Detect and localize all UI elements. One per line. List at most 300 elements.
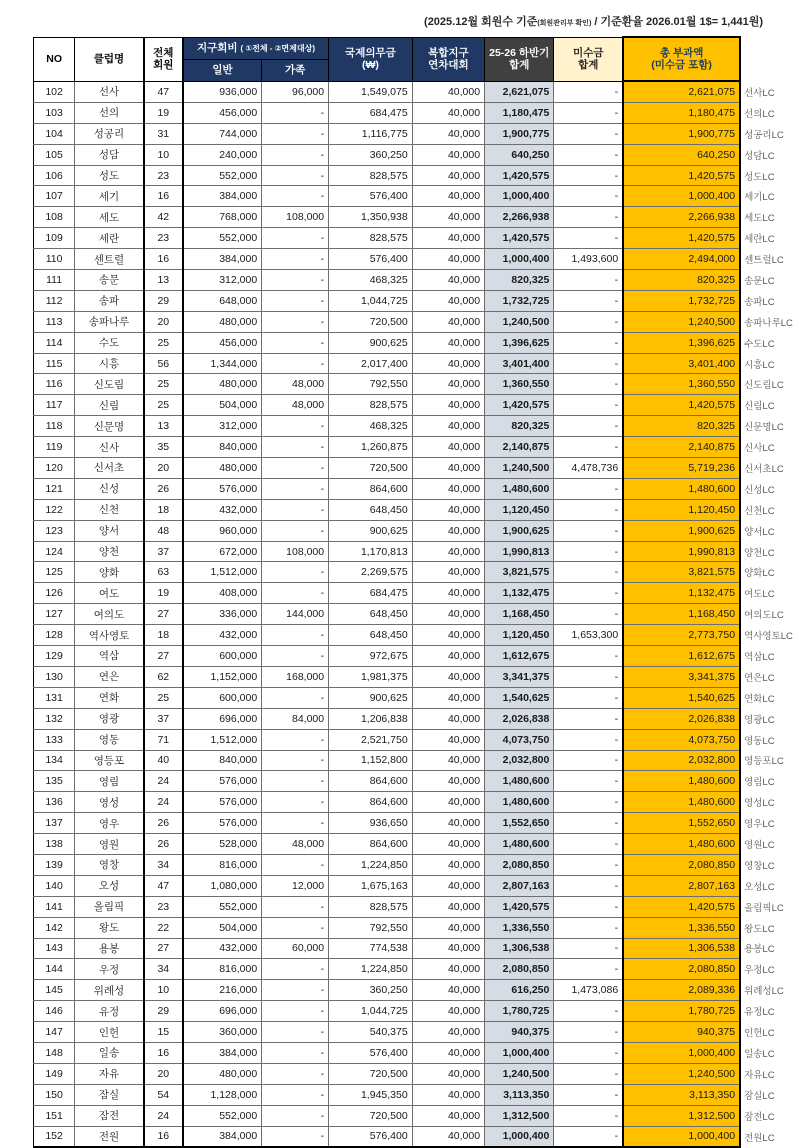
fee-general: 360,000 bbox=[183, 1022, 262, 1043]
intl-due: 1,152,800 bbox=[329, 750, 413, 771]
club-label: 신문명LC bbox=[740, 416, 793, 437]
grand-total: 2,140,875 bbox=[623, 437, 740, 458]
club-label: 왕도LC bbox=[740, 917, 793, 938]
report-subtitle bbox=[424, 13, 763, 29]
club-label: 역사영토LC bbox=[740, 625, 793, 646]
row-no: 114 bbox=[34, 332, 75, 353]
half-year-total: 1,240,500 bbox=[485, 1063, 554, 1084]
receivable-total: - bbox=[554, 729, 623, 750]
member-count: 26 bbox=[144, 813, 183, 834]
row-no: 132 bbox=[34, 708, 75, 729]
member-count: 18 bbox=[144, 499, 183, 520]
intl-due: 684,475 bbox=[329, 583, 413, 604]
convention-fee: 40,000 bbox=[412, 959, 484, 980]
receivable-total: - bbox=[554, 499, 623, 520]
table-row bbox=[34, 708, 793, 729]
row-no: 107 bbox=[34, 186, 75, 207]
fee-family: 12,000 bbox=[262, 875, 329, 896]
convention-fee: 40,000 bbox=[412, 625, 484, 646]
receivable-line1: 미수금 bbox=[554, 47, 622, 59]
club-label: 양천LC bbox=[740, 541, 793, 562]
fee-general: 384,000 bbox=[183, 1042, 262, 1063]
convention-fee: 40,000 bbox=[412, 771, 484, 792]
fee-family: - bbox=[262, 792, 329, 813]
member-count: 27 bbox=[144, 604, 183, 625]
grand-total: 2,080,850 bbox=[623, 854, 740, 875]
convention-line1: 복합지구 bbox=[413, 47, 484, 59]
intl-due: 576,400 bbox=[329, 1042, 413, 1063]
row-no: 134 bbox=[34, 750, 75, 771]
table-row bbox=[34, 1063, 793, 1084]
club-name: 유정 bbox=[75, 1001, 144, 1022]
grand-total: 2,089,336 bbox=[623, 980, 740, 1001]
half-year-total: 1,420,575 bbox=[485, 165, 554, 186]
row-no: 148 bbox=[34, 1042, 75, 1063]
receivable-total: - bbox=[554, 520, 623, 541]
club-label: 성담LC bbox=[740, 144, 793, 165]
club-name: 선의 bbox=[75, 102, 144, 123]
col-header-receivable bbox=[554, 37, 623, 81]
fee-family: 60,000 bbox=[262, 938, 329, 959]
member-count: 13 bbox=[144, 416, 183, 437]
club-label: 영등포LC bbox=[740, 750, 793, 771]
half-year-total: 4,073,750 bbox=[485, 729, 554, 750]
convention-fee: 40,000 bbox=[412, 729, 484, 750]
receivable-total: - bbox=[554, 102, 623, 123]
convention-fee: 40,000 bbox=[412, 687, 484, 708]
table-row bbox=[34, 646, 793, 667]
convention-fee: 40,000 bbox=[412, 1126, 484, 1147]
intl-due: 1,206,838 bbox=[329, 708, 413, 729]
row-no: 131 bbox=[34, 687, 75, 708]
half-year-total: 1,480,600 bbox=[485, 834, 554, 855]
fee-family: - bbox=[262, 332, 329, 353]
table-row bbox=[34, 917, 793, 938]
club-label: 일송LC bbox=[740, 1042, 793, 1063]
table-row bbox=[34, 771, 793, 792]
fee-family: - bbox=[262, 144, 329, 165]
convention-fee: 40,000 bbox=[412, 604, 484, 625]
club-name: 여도 bbox=[75, 583, 144, 604]
grand-total: 1,120,450 bbox=[623, 499, 740, 520]
member-count: 31 bbox=[144, 123, 183, 144]
receivable-total: - bbox=[554, 583, 623, 604]
half-year-total: 1,306,538 bbox=[485, 938, 554, 959]
convention-fee: 40,000 bbox=[412, 374, 484, 395]
half-year-total: 616,250 bbox=[485, 980, 554, 1001]
half-year-total: 1,900,625 bbox=[485, 520, 554, 541]
grand-total: 2,621,075 bbox=[623, 81, 740, 102]
intl-due: 972,675 bbox=[329, 646, 413, 667]
intl-due: 864,600 bbox=[329, 834, 413, 855]
intl-due: 792,550 bbox=[329, 374, 413, 395]
member-count: 10 bbox=[144, 144, 183, 165]
grand-total: 1,312,500 bbox=[623, 1105, 740, 1126]
table-row bbox=[34, 520, 793, 541]
grand-total: 1,168,450 bbox=[623, 604, 740, 625]
fee-general: 768,000 bbox=[183, 207, 262, 228]
half-year-total: 1,900,775 bbox=[485, 123, 554, 144]
club-name: 영등포 bbox=[75, 750, 144, 771]
club-name: 시흥 bbox=[75, 353, 144, 374]
intl-due: 1,350,938 bbox=[329, 207, 413, 228]
member-count: 34 bbox=[144, 959, 183, 980]
fee-general: 384,000 bbox=[183, 249, 262, 270]
grand-total: 2,080,850 bbox=[623, 959, 740, 980]
convention-fee: 40,000 bbox=[412, 792, 484, 813]
row-no: 110 bbox=[34, 249, 75, 270]
intl-due: 720,500 bbox=[329, 1063, 413, 1084]
col-header-members-line2: 회원 bbox=[145, 59, 182, 71]
half-year-total: 1,000,400 bbox=[485, 249, 554, 270]
receivable-total: - bbox=[554, 1126, 623, 1147]
table-row bbox=[34, 1022, 793, 1043]
intl-due: 1,260,875 bbox=[329, 437, 413, 458]
col-header-grand-total bbox=[623, 37, 740, 81]
fee-family: - bbox=[262, 750, 329, 771]
row-no: 152 bbox=[34, 1126, 75, 1147]
grand-total: 1,420,575 bbox=[623, 228, 740, 249]
club-label: 양화LC bbox=[740, 562, 793, 583]
grand-total: 1,900,625 bbox=[623, 520, 740, 541]
member-count: 54 bbox=[144, 1084, 183, 1105]
intl-due: 1,116,775 bbox=[329, 123, 413, 144]
club-label: 세란LC bbox=[740, 228, 793, 249]
grand-total: 1,000,400 bbox=[623, 1042, 740, 1063]
receivable-total: - bbox=[554, 165, 623, 186]
convention-fee: 40,000 bbox=[412, 750, 484, 771]
intl-due: 1,675,163 bbox=[329, 875, 413, 896]
grand-total: 1,480,600 bbox=[623, 792, 740, 813]
club-name: 신도림 bbox=[75, 374, 144, 395]
fee-family: - bbox=[262, 583, 329, 604]
half-year-total: 3,113,350 bbox=[485, 1084, 554, 1105]
member-count: 23 bbox=[144, 896, 183, 917]
fee-general: 504,000 bbox=[183, 395, 262, 416]
fee-general: 552,000 bbox=[183, 1105, 262, 1126]
club-label: 오성LC bbox=[740, 875, 793, 896]
grand-total: 1,180,475 bbox=[623, 102, 740, 123]
half-year-total: 1,000,400 bbox=[485, 1126, 554, 1147]
fee-family: - bbox=[262, 165, 329, 186]
row-no: 108 bbox=[34, 207, 75, 228]
club-label: 신도림LC bbox=[740, 374, 793, 395]
club-name: 성담 bbox=[75, 144, 144, 165]
fee-general: 672,000 bbox=[183, 541, 262, 562]
member-count: 56 bbox=[144, 353, 183, 374]
grand-total: 2,026,838 bbox=[623, 708, 740, 729]
table-row bbox=[34, 144, 793, 165]
fee-general: 216,000 bbox=[183, 980, 262, 1001]
intl-due: 1,981,375 bbox=[329, 666, 413, 687]
convention-fee: 40,000 bbox=[412, 896, 484, 917]
intl-due: 360,250 bbox=[329, 980, 413, 1001]
header-spacer bbox=[740, 37, 793, 81]
fee-family: - bbox=[262, 249, 329, 270]
club-name: 센트럴 bbox=[75, 249, 144, 270]
table-row bbox=[34, 1105, 793, 1126]
grand-total: 1,480,600 bbox=[623, 834, 740, 855]
intl-due: 774,538 bbox=[329, 938, 413, 959]
grand-total: 4,073,750 bbox=[623, 729, 740, 750]
col-header-members bbox=[144, 37, 183, 81]
member-count: 37 bbox=[144, 541, 183, 562]
receivable-total: - bbox=[554, 854, 623, 875]
fee-family: - bbox=[262, 1105, 329, 1126]
club-name: 선사 bbox=[75, 81, 144, 102]
half-year-total: 1,120,450 bbox=[485, 499, 554, 520]
fee-family: - bbox=[262, 1001, 329, 1022]
receivable-total: - bbox=[554, 834, 623, 855]
receivable-total: - bbox=[554, 186, 623, 207]
table-row bbox=[34, 123, 793, 144]
club-label: 신성LC bbox=[740, 478, 793, 499]
convention-fee: 40,000 bbox=[412, 1001, 484, 1022]
intl-due: 576,400 bbox=[329, 249, 413, 270]
intl-due: 2,521,750 bbox=[329, 729, 413, 750]
fee-general: 576,000 bbox=[183, 771, 262, 792]
club-label: 세기LC bbox=[740, 186, 793, 207]
intl-due: 540,375 bbox=[329, 1022, 413, 1043]
member-count: 16 bbox=[144, 1126, 183, 1147]
district-fee-note: ( ①전체 - ②면제대상) bbox=[240, 44, 315, 53]
grand-total: 1,540,625 bbox=[623, 687, 740, 708]
member-count: 10 bbox=[144, 980, 183, 1001]
member-count: 18 bbox=[144, 625, 183, 646]
row-no: 142 bbox=[34, 917, 75, 938]
intl-due: 1,549,075 bbox=[329, 81, 413, 102]
receivable-total: - bbox=[554, 228, 623, 249]
row-no: 123 bbox=[34, 520, 75, 541]
row-no: 138 bbox=[34, 834, 75, 855]
fee-general: 648,000 bbox=[183, 290, 262, 311]
fee-family: - bbox=[262, 980, 329, 1001]
club-name: 신성 bbox=[75, 478, 144, 499]
fee-family: 96,000 bbox=[262, 81, 329, 102]
intl-due: 468,325 bbox=[329, 270, 413, 291]
fee-family: - bbox=[262, 771, 329, 792]
fee-family: 48,000 bbox=[262, 374, 329, 395]
col-header-members-line1: 전체 bbox=[145, 47, 182, 59]
row-no: 144 bbox=[34, 959, 75, 980]
table-row bbox=[34, 750, 793, 771]
club-label: 영광LC bbox=[740, 708, 793, 729]
convention-fee: 40,000 bbox=[412, 270, 484, 291]
fee-general: 432,000 bbox=[183, 625, 262, 646]
convention-fee: 40,000 bbox=[412, 1105, 484, 1126]
half-year-total: 1,120,450 bbox=[485, 625, 554, 646]
club-label: 신림LC bbox=[740, 395, 793, 416]
club-name: 수도 bbox=[75, 332, 144, 353]
row-no: 117 bbox=[34, 395, 75, 416]
table-row bbox=[34, 249, 793, 270]
grand-total: 3,821,575 bbox=[623, 562, 740, 583]
row-no: 104 bbox=[34, 123, 75, 144]
grand-total: 3,341,375 bbox=[623, 666, 740, 687]
half-year-total: 1,000,400 bbox=[485, 1042, 554, 1063]
convention-fee: 40,000 bbox=[412, 1022, 484, 1043]
col-header-intl-due bbox=[329, 37, 413, 81]
fee-general: 576,000 bbox=[183, 478, 262, 499]
club-label: 영창LC bbox=[740, 854, 793, 875]
grand-total: 1,420,575 bbox=[623, 896, 740, 917]
half-year-total: 1,480,600 bbox=[485, 478, 554, 499]
convention-fee: 40,000 bbox=[412, 311, 484, 332]
receivable-total: - bbox=[554, 123, 623, 144]
fee-general: 384,000 bbox=[183, 186, 262, 207]
club-name: 양서 bbox=[75, 520, 144, 541]
club-label: 자유LC bbox=[740, 1063, 793, 1084]
club-name: 여의도 bbox=[75, 604, 144, 625]
half-year-total: 1,420,575 bbox=[485, 896, 554, 917]
table-row bbox=[34, 604, 793, 625]
grand-total: 1,420,575 bbox=[623, 395, 740, 416]
member-count: 63 bbox=[144, 562, 183, 583]
row-no: 111 bbox=[34, 270, 75, 291]
club-label: 신천LC bbox=[740, 499, 793, 520]
convention-fee: 40,000 bbox=[412, 395, 484, 416]
receivable-total: - bbox=[554, 562, 623, 583]
receivable-total: - bbox=[554, 604, 623, 625]
club-label: 유정LC bbox=[740, 1001, 793, 1022]
receivable-total: - bbox=[554, 813, 623, 834]
receivable-line2: 합계 bbox=[554, 59, 622, 71]
intl-due: 828,575 bbox=[329, 165, 413, 186]
receivable-total: - bbox=[554, 1063, 623, 1084]
convention-fee: 40,000 bbox=[412, 165, 484, 186]
col-header-half-total bbox=[485, 37, 554, 81]
convention-fee: 40,000 bbox=[412, 123, 484, 144]
fee-general: 384,000 bbox=[183, 1126, 262, 1147]
intl-due: 2,269,575 bbox=[329, 562, 413, 583]
fee-family: - bbox=[262, 1042, 329, 1063]
row-no: 140 bbox=[34, 875, 75, 896]
convention-fee: 40,000 bbox=[412, 854, 484, 875]
fee-family: - bbox=[262, 123, 329, 144]
fee-family: - bbox=[262, 687, 329, 708]
fee-family: - bbox=[262, 896, 329, 917]
half-year-total: 2,621,075 bbox=[485, 81, 554, 102]
fee-general: 816,000 bbox=[183, 959, 262, 980]
fee-general: 696,000 bbox=[183, 1001, 262, 1022]
fee-family: - bbox=[262, 917, 329, 938]
fee-general: 480,000 bbox=[183, 1063, 262, 1084]
club-name: 신림 bbox=[75, 395, 144, 416]
table-row bbox=[34, 395, 793, 416]
receivable-total: - bbox=[554, 395, 623, 416]
receivable-total: - bbox=[554, 896, 623, 917]
member-count: 24 bbox=[144, 771, 183, 792]
club-label: 성도LC bbox=[740, 165, 793, 186]
fee-general: 936,000 bbox=[183, 81, 262, 102]
grand-total: 1,480,600 bbox=[623, 478, 740, 499]
table-row bbox=[34, 499, 793, 520]
convention-line2: 연차대회 bbox=[413, 59, 484, 71]
half-year-total: 1,240,500 bbox=[485, 458, 554, 479]
club-label: 세도LC bbox=[740, 207, 793, 228]
club-name: 영창 bbox=[75, 854, 144, 875]
fee-family: - bbox=[262, 102, 329, 123]
intl-due: 1,170,813 bbox=[329, 541, 413, 562]
club-label: 인헌LC bbox=[740, 1022, 793, 1043]
fee-family: - bbox=[262, 854, 329, 875]
member-count: 19 bbox=[144, 583, 183, 604]
row-no: 124 bbox=[34, 541, 75, 562]
club-label: 우정LC bbox=[740, 959, 793, 980]
intl-due: 576,400 bbox=[329, 1126, 413, 1147]
club-name: 성도 bbox=[75, 165, 144, 186]
intl-due: 828,575 bbox=[329, 896, 413, 917]
member-count: 42 bbox=[144, 207, 183, 228]
receivable-total: 1,653,300 bbox=[554, 625, 623, 646]
club-name: 세란 bbox=[75, 228, 144, 249]
row-no: 109 bbox=[34, 228, 75, 249]
grand-total: 1,000,400 bbox=[623, 186, 740, 207]
fee-family: - bbox=[262, 228, 329, 249]
club-label: 수도LC bbox=[740, 332, 793, 353]
receivable-total: - bbox=[554, 666, 623, 687]
club-label: 시흥LC bbox=[740, 353, 793, 374]
fee-general: 456,000 bbox=[183, 332, 262, 353]
fee-general: 528,000 bbox=[183, 834, 262, 855]
convention-fee: 40,000 bbox=[412, 1042, 484, 1063]
row-no: 115 bbox=[34, 353, 75, 374]
row-no: 130 bbox=[34, 666, 75, 687]
row-no: 139 bbox=[34, 854, 75, 875]
half-year-total: 1,552,650 bbox=[485, 813, 554, 834]
half-year-total: 1,180,475 bbox=[485, 102, 554, 123]
convention-fee: 40,000 bbox=[412, 666, 484, 687]
member-count: 26 bbox=[144, 478, 183, 499]
member-count: 71 bbox=[144, 729, 183, 750]
convention-fee: 40,000 bbox=[412, 1063, 484, 1084]
fee-family: - bbox=[262, 499, 329, 520]
club-label: 영원LC bbox=[740, 834, 793, 855]
convention-fee: 40,000 bbox=[412, 875, 484, 896]
convention-fee: 40,000 bbox=[412, 1084, 484, 1105]
half-year-total: 1,480,600 bbox=[485, 792, 554, 813]
grand-total: 1,990,813 bbox=[623, 541, 740, 562]
member-count: 27 bbox=[144, 646, 183, 667]
convention-fee: 40,000 bbox=[412, 562, 484, 583]
table-row bbox=[34, 353, 793, 374]
half-year-total: 1,480,600 bbox=[485, 771, 554, 792]
fee-general: 240,000 bbox=[183, 144, 262, 165]
club-label: 양서LC bbox=[740, 520, 793, 541]
member-count: 22 bbox=[144, 917, 183, 938]
intl-due: 900,625 bbox=[329, 687, 413, 708]
table-row bbox=[34, 416, 793, 437]
receivable-total: - bbox=[554, 646, 623, 667]
subtitle-small-note: (회원관리부 확인) bbox=[537, 20, 591, 27]
receivable-total: - bbox=[554, 1105, 623, 1126]
receivable-total: - bbox=[554, 353, 623, 374]
club-name: 영림 bbox=[75, 771, 144, 792]
half-year-total: 3,821,575 bbox=[485, 562, 554, 583]
member-count: 24 bbox=[144, 1105, 183, 1126]
receivable-total: - bbox=[554, 374, 623, 395]
fee-family: - bbox=[262, 1084, 329, 1105]
fee-general: 840,000 bbox=[183, 437, 262, 458]
receivable-total: - bbox=[554, 207, 623, 228]
row-no: 121 bbox=[34, 478, 75, 499]
half-year-total: 1,990,813 bbox=[485, 541, 554, 562]
table-row bbox=[34, 854, 793, 875]
intl-due: 792,550 bbox=[329, 917, 413, 938]
member-count: 27 bbox=[144, 938, 183, 959]
intl-due: 684,475 bbox=[329, 102, 413, 123]
half-total-line1: 25-26 하반기 bbox=[485, 47, 553, 59]
